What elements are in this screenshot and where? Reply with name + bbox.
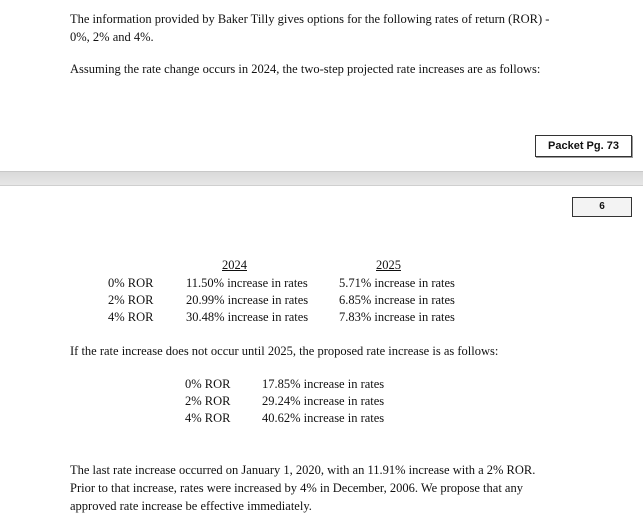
ror-label: 4% ROR [108, 310, 154, 324]
rate-2025: 5.71% increase in rates [339, 276, 455, 290]
intro-line-1: The information provided by Baker Tilly gives options for the following rates of return (ROR) - [70, 12, 550, 26]
closing-line-1: The last rate increase occurred on January 1, 2020, with an 11.91% increase with a 2% ROR. [70, 463, 536, 477]
rate-2025: 7.83% increase in rates [339, 310, 455, 324]
rate-2025-deferred: 17.85% increase in rates [262, 377, 385, 391]
ror-label: 2% ROR [185, 394, 231, 408]
ror-label: 0% ROR [108, 276, 154, 290]
closing-line-2: Prior to that increase, rates were increased by 4% in December, 2006. We propose that any [70, 481, 523, 495]
intro-line-2: 0%, 2% and 4%. [70, 30, 154, 44]
closing-paragraph [70, 461, 535, 515]
intro-line-3: Assuming the rate change occurs in 2024, the two-step projected rate increases are as follows: [70, 62, 541, 76]
ror-label: 0% ROR [185, 377, 231, 391]
ror-label: 4% ROR [185, 411, 231, 425]
rate-2024: 11.50% increase in rates [186, 276, 308, 290]
rate-2025: 6.85% increase in rates [339, 293, 455, 307]
rate-2025-deferred: 29.24% increase in rates [262, 394, 385, 408]
closing-line-3: approved rate increase be effective immediately. [70, 499, 312, 513]
rate-2025-deferred: 40.62% increase in rates [262, 411, 385, 425]
page-number-box: 6 [572, 197, 632, 217]
col-header-2024: 2024 [222, 258, 247, 272]
packet-page-label: Packet Pg. 73 [535, 135, 632, 157]
rate-2024: 20.99% increase in rates [186, 293, 309, 307]
rate-2024: 30.48% increase in rates [186, 310, 309, 324]
ror-label: 2% ROR [108, 293, 154, 307]
col-header-2025: 2025 [376, 258, 401, 272]
page-separator [0, 171, 643, 186]
deferred-intro: If the rate increase does not occur until 2025, the proposed rate increase is as follows: [70, 344, 499, 358]
intro-paragraph [70, 10, 549, 46]
